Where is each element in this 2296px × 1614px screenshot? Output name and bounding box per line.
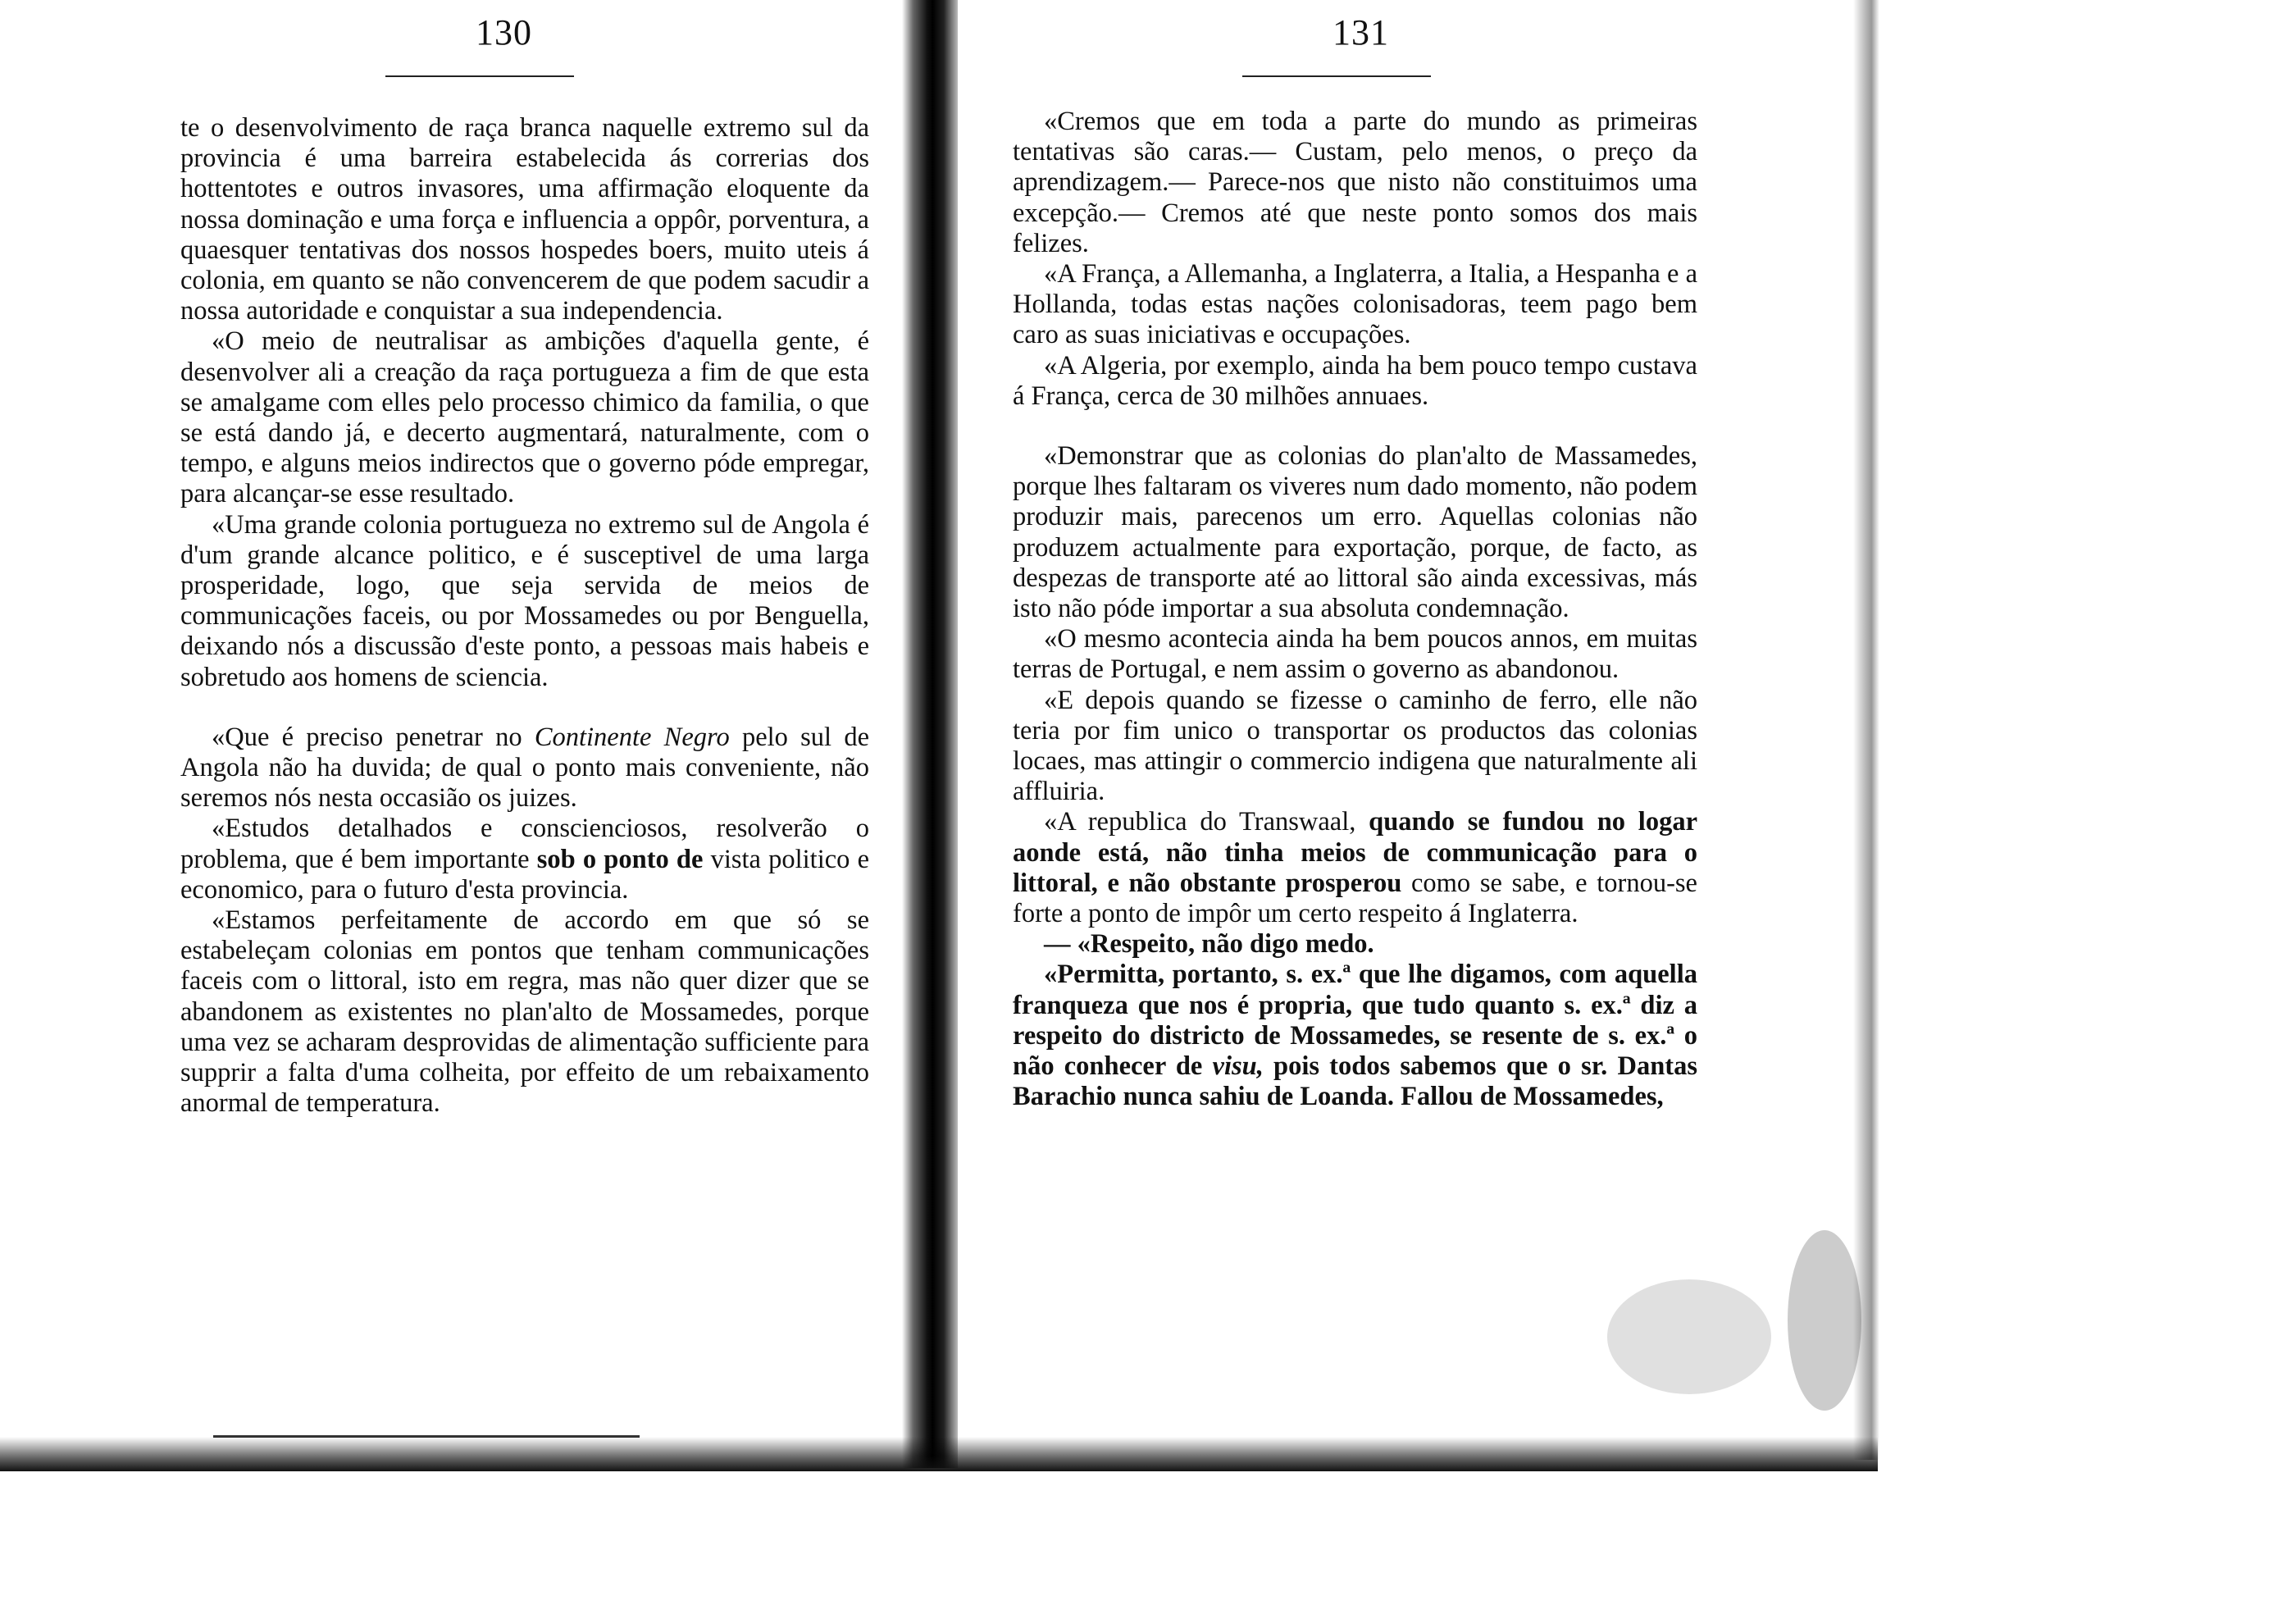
left-paragraph: te o desenvolvimento de raça branca naquelle extremo sul da provincia é uma barreira estabelecida ás correrias dos hottentotes e outros invasores, uma affirmação eloquente da nossa dominação e uma força e influencia a oppôr, porventura, a quaesquer tentativas dos nossos hospedes boers, muito uteis á colonia, em quanto se não convencerem de que podem sacudir a nossa autoridade e conquistar a sua independencia. (180, 113, 869, 326)
text-run: «Que é preciso penetrar no (212, 722, 535, 752)
right-paragraph: «E depois quando se fizesse o caminho de ferro, elle não teria por fim unico o transportar os productos das colonias locaes, mas attingir o commercio indigena que naturalmente ali affluiria. (1013, 685, 1697, 807)
text-run: «A republica do Transwaal, (1044, 807, 1369, 837)
bottom-shadow (0, 1437, 1878, 1471)
page-number-right: 131 (1332, 12, 1389, 52)
text-run: «Permitta, portanto, s. ex.ª que lhe digamos, com aquella franqueza que nos é propria, que tudo quanto s. ex.ª diz a respeito do districto de Mossamedes, se resente de s. ex.ª o não conhecer de (1013, 960, 1697, 1082)
right-paragraph (1013, 960, 1697, 1112)
left-paragraph: «Uma grande colonia portugueza no extremo sul de Angola é d'um grande alcance politico, e é susceptivel de uma larga prosperidade, logo, que seja servida de meios de communicações faceis, ou por Mossamedes ou por Benguella, deixando nós a discussão d'este ponto, a pessoas mais habeis e sobretudo aos homens de sciencia. (180, 509, 869, 692)
page-number-left: 130 (476, 12, 532, 52)
text-run: quando se fundou no logar aonde está, não tinha meios de communicação para o littoral, e não obstante prosperou (1013, 807, 1698, 898)
page-edge-shadow (1853, 0, 1879, 1460)
text-run: pelo sul de Angola não ha duvida; de qual o ponto mais conveniente, não seremos nós nesta occasião os juizes. (180, 722, 869, 814)
left-paragraph (180, 814, 869, 905)
text-run: vista politico e economico, para o futuro d'esta provincia. (180, 844, 869, 905)
right-paragraph: «A Algeria, por exemplo, ainda ha bem pouco tempo custava á França, cerca de 30 milhões annuaes. (1013, 350, 1697, 411)
right-paragraph: «A França, a Allemanha, a Inglaterra, a Italia, a Hespanha e a Hollanda, todas estas nações colonisadoras, teem pago bem caro as suas iniciativas e occupações. (1013, 259, 1697, 350)
left-paragraph (180, 723, 869, 814)
right-text-column (1013, 107, 1697, 1113)
ink-smudge (1607, 1279, 1771, 1394)
paragraph-gap (1013, 412, 1697, 441)
right-paragraph: «O mesmo acontecia ainda ha bem poucos annos, em muitas terras de Portugal, e nem assim o governo as abandonou. (1013, 624, 1697, 685)
left-paragraph: «O meio de neutralisar as ambições d'aquella gente, é desenvolver ali a creação da raça portugueza a fim de que esta se amalgame com elles pelo processo chimico da familia, o que se está dando já, e decerto augmentará, naturalmente, com o tempo, e alguns meios indirectos que o governo póde empregar, para alcançar-se esse resultado. (180, 326, 869, 509)
text-run: visu, (1212, 1051, 1264, 1082)
right-paragraph: «Demonstrar que as colonias do plan'alto de Massamedes, porque lhes faltaram os viveres num dado momento, não podem produzir mais, parecenos um erro. Aquellas colonias não produzem actualmente para exportação, porque, de facto, as despezas de transporte até ao littoral são ainda excessivas, más isto não póde importar a sua absoluta condemnação. (1013, 441, 1697, 624)
left-page (0, 0, 910, 1468)
text-run: — «Respeito, não digo medo. (1044, 929, 1374, 960)
text-run: pois todos sabemos que o sr. Dantas Barachio nunca sahiu de Loanda. Fallou de Mossamedes, (1013, 1051, 1697, 1112)
right-paragraph (1013, 807, 1697, 929)
text-run: Continente Negro (534, 722, 730, 752)
paragraph-gap (180, 693, 869, 723)
right-paragraph: «Cremos que em toda a parte do mundo as primeiras tentativas são caras.— Custam, pelo menos, o preço da aprendizagem.— Parece-nos que nisto não constituimos uma excepção.— Cremos até que neste ponto somos dos mais felizes. (1013, 107, 1697, 258)
ink-smudge (1788, 1230, 1861, 1411)
header-rule-right (1242, 75, 1431, 77)
text-run: como se sabe, e tornou-se forte a ponto de impôr um certo respeito á Inglaterra. (1013, 868, 1697, 929)
text-run: sob o ponto de (536, 844, 704, 874)
right-paragraph (1013, 929, 1697, 960)
right-page (947, 0, 1874, 1443)
left-text-column (180, 113, 869, 1119)
left-paragraph: «Estamos perfeitamente de accordo em que só se estabeleçam colonias em pontos que tenham communicações faceis com o littoral, isto em regra, mas não quer dizer que se abandonem as existentes no plan'alto de Mossamedes, porque uma vez se acharam desprovidas de alimentação sufficiente para supprir a falta d'uma colheita, por effeito de um rebaixamento anormal de temperatura. (180, 905, 869, 1119)
header-rule-left (385, 75, 574, 77)
text-run: «Estudos detalhados e conscienciosos, resolverão o problema, que é bem importante (180, 814, 869, 874)
